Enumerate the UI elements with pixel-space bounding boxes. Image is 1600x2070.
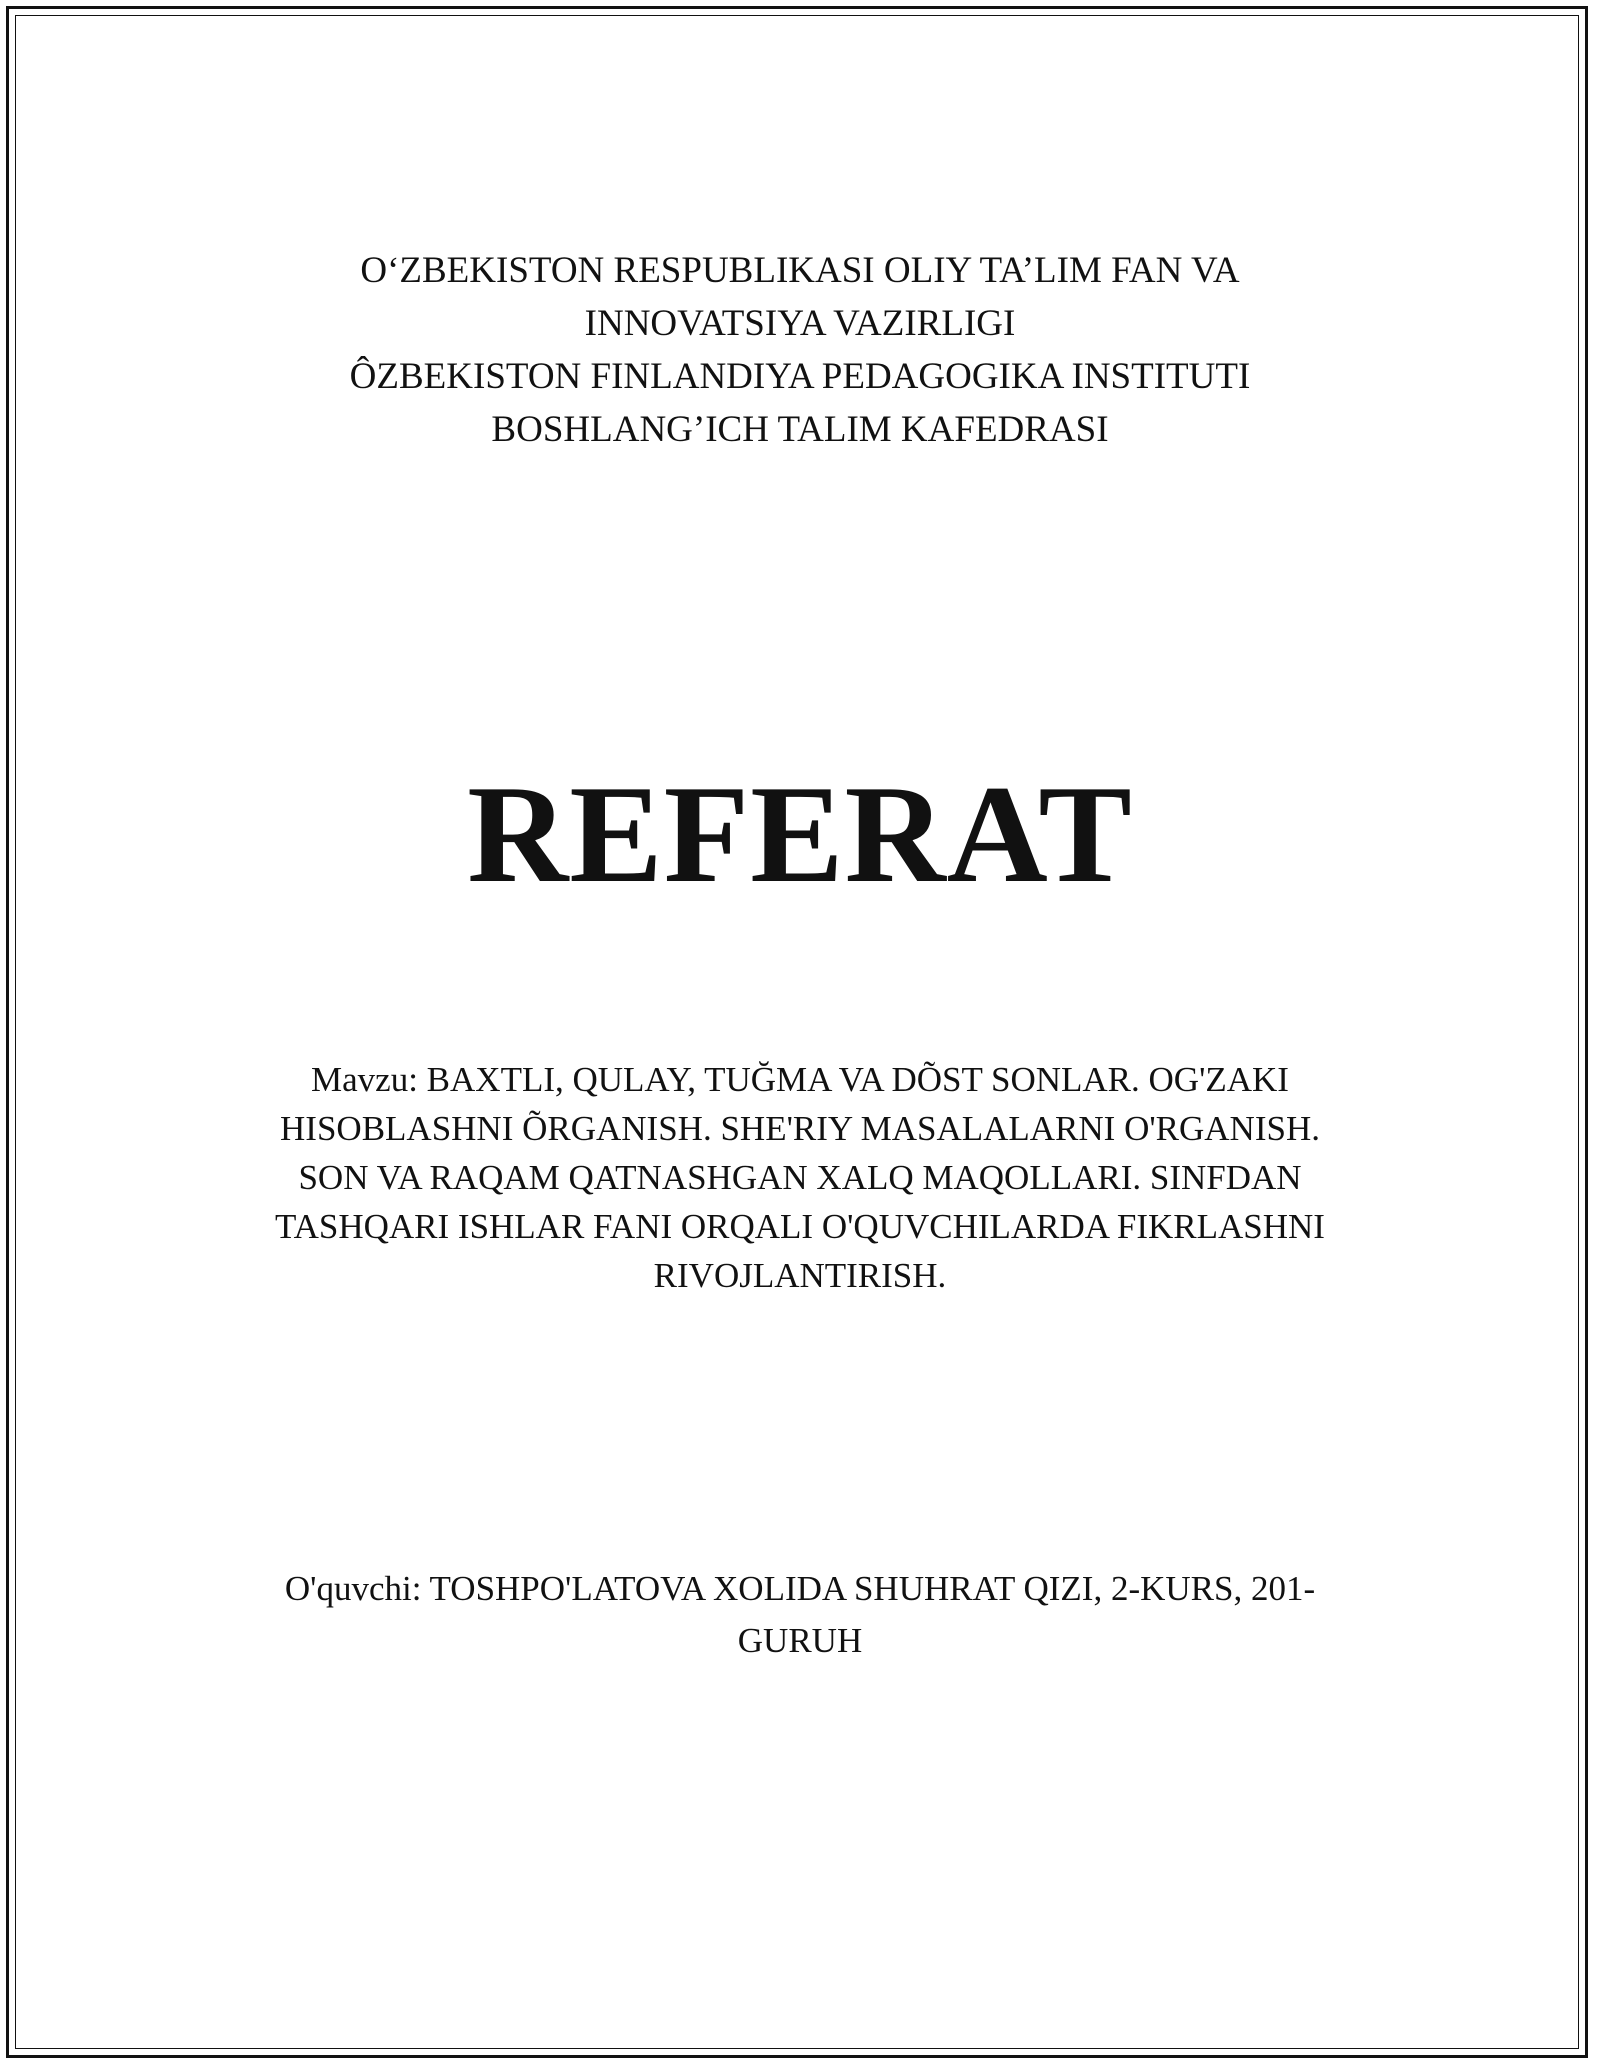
student-line: GURUH — [737, 1621, 863, 1660]
document-title: REFERAT — [467, 757, 1133, 912]
student-info — [230, 1563, 1370, 1667]
topic-line: Mavzu: BAXTLI, QULAY, TUĞMA VA DÕST SONLAR. OG'ZAKI — [311, 1060, 1289, 1099]
header-line: O‘ZBEKISTON RESPUBLIKASI OLIY TA’LIM FAN VA — [360, 250, 1240, 291]
topic-line: SON VA RAQAM QATNASHGAN XALQ MAQOLLARI. SINFDAN — [298, 1158, 1302, 1197]
topic-line: RIVOJLANTIRISH. — [653, 1256, 947, 1295]
topic-line: TASHQARI ISHLAR FANI ORQALI O'QUVCHILARDA FIKRLASHNI — [275, 1207, 1325, 1246]
topic-block — [230, 1055, 1370, 1300]
header-line: ÔZBEKISTON FINLANDIYA PEDAGOGIKA INSTITUTI — [349, 356, 1251, 397]
student-line: O'quvchi: TOSHPO'LATOVA XOLIDA SHUHRAT QIZI, 2-KURS, 201- — [284, 1569, 1316, 1608]
institution-header — [0, 244, 1600, 456]
topic-line: HISOBLASHNI ÕRGANISH. SHE'RIY MASALALARNI O'RGANISH. — [280, 1109, 1320, 1148]
header-line: INNOVATSIYA VAZIRLIGI — [584, 303, 1016, 344]
header-line: BOSHLANG’ICH TALIM KAFEDRASI — [491, 409, 1109, 450]
